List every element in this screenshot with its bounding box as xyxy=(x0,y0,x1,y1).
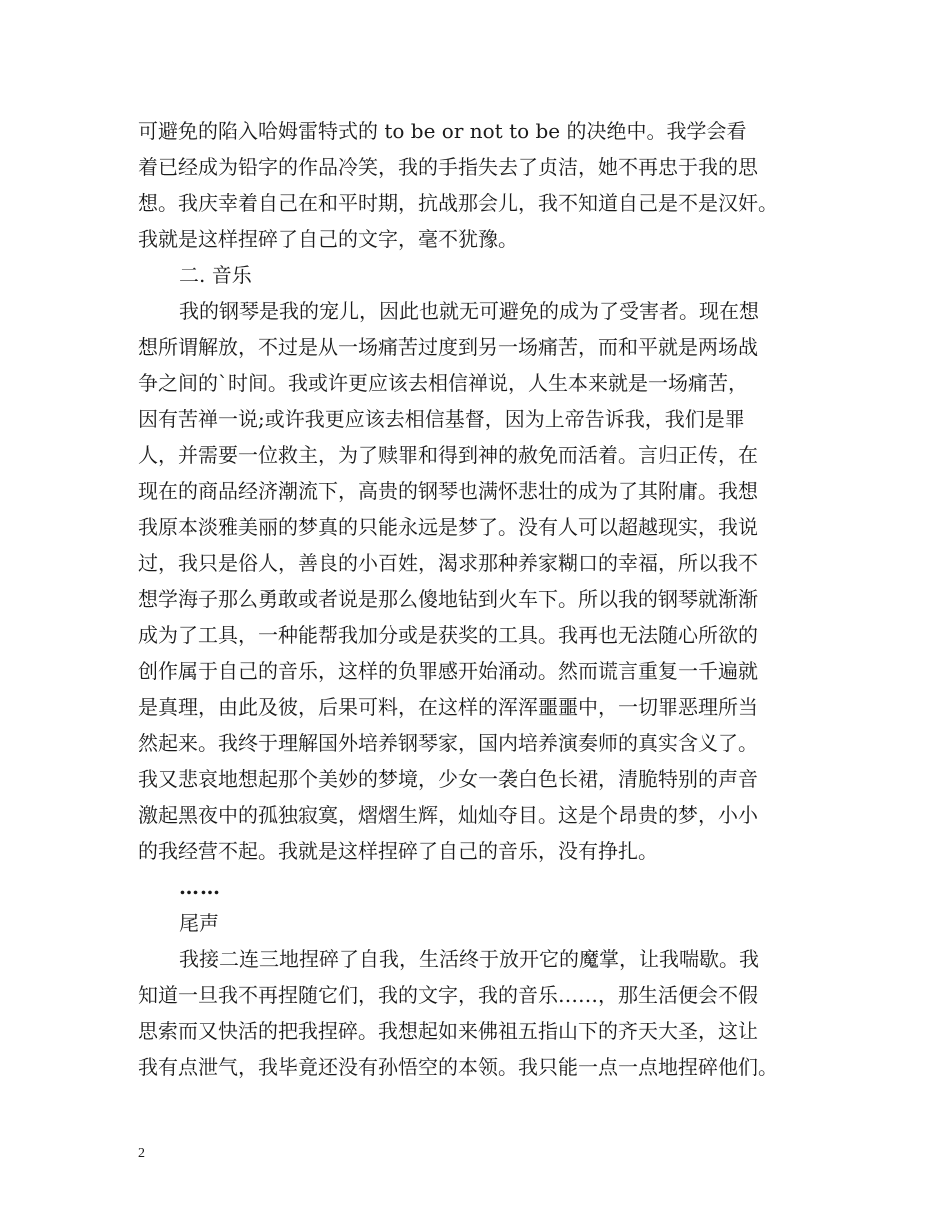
text-line: 我有点泄气，我毕竟还没有孙悟空的本领。我只能一点一点地捏碎他们。 xyxy=(138,1055,778,1079)
document-body xyxy=(138,113,828,1085)
section-heading-music: 二. 音乐 xyxy=(179,263,252,287)
paragraph-start: 我接二连三地捏碎了自我，生活终于放开它的魔掌，让我喘歇。我 xyxy=(179,947,759,971)
text-line: 我原本淡雅美丽的梦真的只能永远是梦了。没有人可以超越现实，我说 xyxy=(138,515,758,539)
paragraph-start: 我的钢琴是我的宠儿，因此也就无可避免的成为了受害者。现在想 xyxy=(179,299,759,323)
text-line: 过，我只是俗人，善良的小百姓，渴求那种养家糊口的幸福，所以我不 xyxy=(138,551,758,575)
text-line: 着已经成为铅字的作品冷笑，我的手指失去了贞洁，她不再忠于我的思 xyxy=(138,155,758,179)
ellipsis-separator: …… xyxy=(179,875,221,899)
text-line: 现在的商品经济潮流下，高贵的钢琴也满怀悲壮的成为了其附庸。我想 xyxy=(138,479,758,503)
text-line: 我就是这样捏碎了自己的文字，毫不犹豫。 xyxy=(138,227,518,251)
text-line: 激起黑夜中的孤独寂寞，熠熠生辉，灿灿夺目。这是个昂贵的梦，小小 xyxy=(138,803,758,827)
text-line: 可避免的陷入哈姆雷特式的 to be or not to be 的决绝中。我学会看 xyxy=(138,119,747,143)
text-line: 想所谓解放，不过是从一场痛苦过度到另一场痛苦，而和平就是两场战 xyxy=(138,335,758,359)
text-line: 人，并需要一位救主，为了赎罪和得到神的赦免而活着。言归正传，在 xyxy=(138,443,758,467)
page-number: 2 xyxy=(138,1146,145,1161)
text-line: 争之间的`时间。我或许更应该去相信禅说，人生本来就是一场痛苦， xyxy=(138,371,748,395)
text-line: 知道一旦我不再捏随它们，我的文字，我的音乐……，那生活便会不假 xyxy=(138,983,758,1007)
text-line: 成为了工具，一种能帮我加分或是获奖的工具。我再也无法随心所欲的 xyxy=(138,623,758,647)
text-line: 思索而又快活的把我捏碎。我想起如来佛祖五指山下的齐天大圣，这让 xyxy=(138,1019,758,1043)
text-line: 然起来。我终于理解国外培养钢琴家，国内培养演奏师的真实含义了。 xyxy=(138,731,758,755)
text-line: 是真理，由此及彼，后果可料，在这样的浑浑噩噩中，一切罪恶理所当 xyxy=(138,695,758,719)
section-heading-epilogue: 尾声 xyxy=(179,911,219,935)
text-line: 的我经营不起。我就是这样捏碎了自己的音乐，没有挣扎。 xyxy=(138,839,658,863)
text-line: 因有苦禅一说;或许我更应该去相信基督，因为上帝告诉我，我们是罪 xyxy=(138,407,745,431)
text-line: 创作属于自己的音乐，这样的负罪感开始涌动。然而谎言重复一千遍就 xyxy=(138,659,758,683)
text-line: 想学海子那么勇敢或者说是那么傻地钻到火车下。所以我的钢琴就渐渐 xyxy=(138,587,758,611)
text-line: 我又悲哀地想起那个美妙的梦境，少女一袭白色长裙，清脆特别的声音 xyxy=(138,767,758,791)
text-line: 想。我庆幸着自己在和平时期，抗战那会儿，我不知道自己是不是汉奸。 xyxy=(138,191,778,215)
